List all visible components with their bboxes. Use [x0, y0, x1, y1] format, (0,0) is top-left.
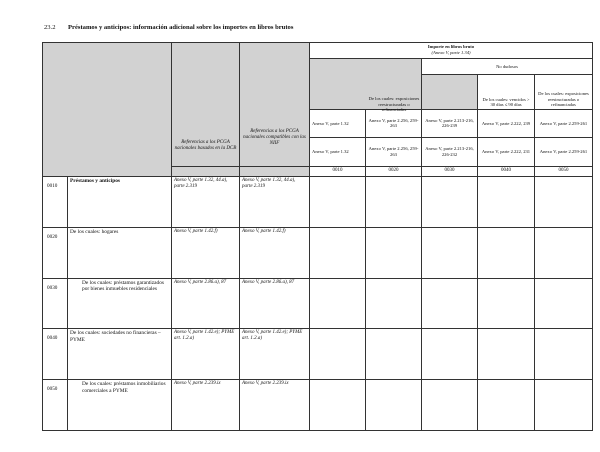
value-cell — [366, 177, 422, 228]
row-ref-dcb: Anexo V, parte 2.86.a), 87 — [172, 278, 240, 329]
template-table — [42, 42, 593, 431]
row-ref-niif: Anexo V, parte 1.42.e); PYME art. 1.2.a) — [240, 329, 310, 380]
value-cell — [422, 278, 478, 329]
header-0050-desc: De los cuales: exposiciones reestructuradas o refinanciadas — [535, 74, 593, 109]
codes-blank-dcb — [172, 166, 240, 177]
value-cell — [422, 380, 478, 431]
row-label: De los cuales: sociedades no financieras – PYME — [68, 329, 172, 380]
row-code: 0020 — [43, 227, 68, 278]
row-ref-niif: Anexo V, parte 1.42.f) — [240, 227, 310, 278]
column-code-0040: 0040 — [478, 166, 535, 177]
header-ref-niif — [240, 43, 310, 167]
value-cell — [478, 177, 535, 228]
ref-niif-0010: Anexo V, parte 1.32 — [310, 138, 366, 167]
value-cell — [366, 380, 422, 431]
ref-dcb-0040: Anexo V, parte 2.222, 239 — [478, 109, 535, 138]
table-row — [43, 329, 593, 380]
value-cell — [535, 329, 593, 380]
value-cell — [535, 177, 593, 228]
header-0040-desc: De los cuales: vencidos > 30 días ≤ 90 días — [478, 74, 535, 109]
ref-niif-0020: Anexo V, parte 2.256, 259-263 — [366, 138, 422, 167]
row-ref-dcb: Anexo V, parte 1.32, 44.a), parte 2.319 — [172, 177, 240, 228]
row-ref-dcb: Anexo V, parte 1.42.f) — [172, 227, 240, 278]
value-cell — [478, 227, 535, 278]
row-ref-niif: Anexo V, parte 2.239.ix — [240, 380, 310, 431]
row-label: De los cuales: hogares — [68, 227, 172, 278]
value-cell — [422, 329, 478, 380]
row-ref-dcb: Anexo V, parte 1.42.e); PYME art. 1.2.a) — [172, 329, 240, 380]
header-ref-dcb — [172, 43, 240, 167]
table-row — [43, 177, 593, 228]
column-code-0050: 0050 — [535, 166, 593, 177]
value-cell — [310, 380, 366, 431]
value-cell — [422, 227, 478, 278]
ref-dcb-0030: Anexo V, parte 2.213-216, 226-239 — [422, 109, 478, 138]
column-code-0020: 0020 — [366, 166, 422, 177]
column-code-0010: 0010 — [310, 166, 366, 177]
row-ref-dcb: Anexo V, parte 2.239.ix — [172, 380, 240, 431]
header-ref-dcb-text: Referencias a los PCGA nacionales basados en la DCB — [174, 140, 237, 152]
value-cell — [310, 278, 366, 329]
row-code: 0050 — [43, 380, 68, 431]
value-cell — [422, 177, 478, 228]
header-importe — [310, 43, 593, 59]
row-ref-niif: Anexo V, parte 1.32, 44.a), parte 2.319 — [240, 177, 310, 228]
section-title: Préstamos y anticipos: información adicional sobre los importes en libros brutos — [68, 24, 294, 31]
value-cell — [366, 278, 422, 329]
section-number: 23.2 — [44, 24, 56, 31]
table-row — [43, 380, 593, 431]
value-cell — [478, 329, 535, 380]
value-cell — [535, 278, 593, 329]
row-code: 0010 — [43, 177, 68, 228]
ref-niif-0040: Anexo V, parte 2.222, 231 — [478, 138, 535, 167]
header-0020-desc: De los cuales: exposiciones reestructuradas o refinanciadas — [368, 96, 420, 112]
value-cell — [478, 380, 535, 431]
value-cell — [366, 329, 422, 380]
header-importe-label: Importe en libros bruto — [427, 44, 475, 49]
row-ref-niif: Anexo V, parte 2.86.a), 87 — [240, 278, 310, 329]
header-no-dudosos: No dudosos — [422, 58, 593, 74]
row-label: Préstamos y anticipos — [68, 177, 172, 228]
ref-niif-0050: Anexo V, parte 2.259-261 — [535, 138, 593, 167]
ref-dcb-0050: Anexo V, parte 2.259-261 — [535, 109, 593, 138]
corner-cell — [43, 43, 172, 177]
row-code: 0030 — [43, 278, 68, 329]
table-row — [43, 278, 593, 329]
value-cell — [310, 177, 366, 228]
row-code: 0040 — [43, 329, 68, 380]
ref-dcb-0020: Anexo V, parte 2.256, 259-263 — [366, 109, 422, 138]
row-label: De los cuales: préstamos garantizados por bienes inmuebles residenciales — [68, 278, 172, 329]
header-importe-ref: (Anexo V, parte 1.34) — [431, 49, 471, 55]
ref-niif-0030: Anexo V, parte 2.213-216, 226-232 — [422, 138, 478, 167]
value-cell — [535, 380, 593, 431]
column-code-0030: 0030 — [422, 166, 478, 177]
table-row — [43, 227, 593, 278]
header-blank-0030 — [422, 74, 478, 109]
value-cell — [478, 278, 535, 329]
row-label: De los cuales: préstamos inmobiliarios comerciales a PYME — [68, 380, 172, 431]
value-cell — [366, 227, 422, 278]
value-cell — [535, 227, 593, 278]
value-cell — [310, 227, 366, 278]
header-ref-niif-text: Referencias a los PCGA nacionales compatibles con las NIIF — [243, 129, 306, 147]
ref-dcb-0010: Anexo V, parte 1.32 — [310, 109, 366, 138]
codes-blank-niif — [240, 166, 310, 177]
section-heading — [44, 24, 293, 31]
value-cell — [310, 329, 366, 380]
